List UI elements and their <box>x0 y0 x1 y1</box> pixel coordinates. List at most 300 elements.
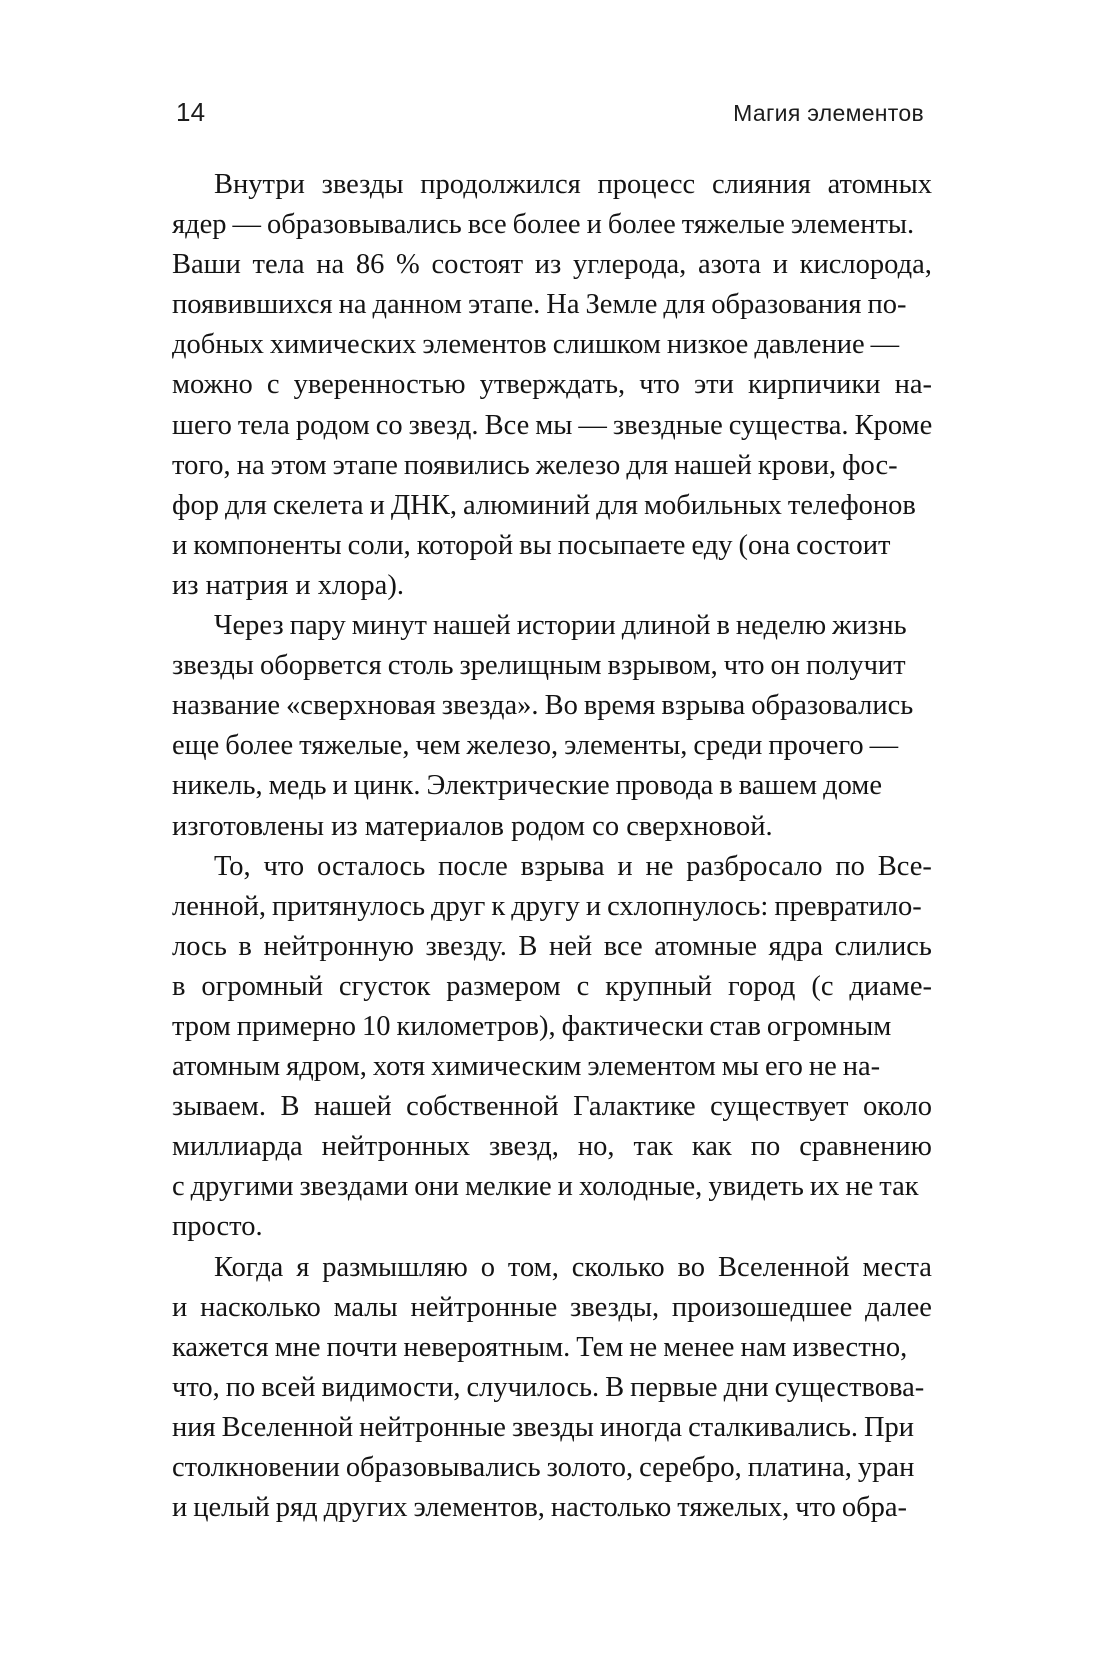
text-line <box>172 927 932 967</box>
word: других <box>323 1492 408 1524</box>
word: длиной <box>621 610 711 642</box>
word: уверенностью <box>293 369 466 401</box>
word: его <box>764 1051 803 1083</box>
word: 86 <box>355 249 385 281</box>
word: существа. <box>728 409 849 441</box>
word: состоит <box>796 529 891 561</box>
word: кажется <box>172 1331 269 1363</box>
word: родом <box>295 409 370 441</box>
word: хотя <box>372 1051 426 1083</box>
word: так <box>879 1171 919 1203</box>
word: лось <box>172 930 227 962</box>
word: — <box>869 730 899 762</box>
word: никель, <box>172 770 263 802</box>
word: Кроме <box>854 409 933 441</box>
word: атомные <box>654 930 757 962</box>
word: разбросало <box>686 850 823 882</box>
word: скелета <box>272 489 364 521</box>
word: притянулось <box>272 890 426 922</box>
word: алюминий <box>463 489 591 521</box>
word: в <box>719 770 733 802</box>
word: название <box>172 690 281 722</box>
word: ленной, <box>172 890 267 922</box>
word: звезду. <box>425 930 507 962</box>
word: он <box>770 650 800 682</box>
word: на <box>316 249 345 281</box>
word: утверждать, <box>479 369 626 401</box>
word: нашей <box>432 610 511 642</box>
word: зываем. <box>172 1091 266 1123</box>
word: нам <box>740 1331 787 1363</box>
word: другу <box>511 890 580 922</box>
word: и <box>172 529 188 561</box>
word: Все <box>484 409 530 441</box>
word: столь <box>387 650 454 682</box>
word: в <box>172 970 186 1002</box>
word: первые <box>630 1371 718 1403</box>
word: железо <box>535 449 621 481</box>
word: серебро, <box>639 1452 742 1483</box>
word: увидеть <box>708 1171 804 1203</box>
word: став <box>709 1010 761 1042</box>
word: которой <box>416 529 514 561</box>
running-head-title: Магия элементов <box>733 100 924 126</box>
word: неделю <box>735 610 827 642</box>
word: вашем <box>738 770 818 802</box>
word: почти <box>326 1331 398 1363</box>
word: медь <box>268 770 327 802</box>
word: Вселенной <box>221 1411 354 1443</box>
text-line <box>172 365 932 405</box>
word: платина, <box>747 1452 852 1483</box>
word: фактически <box>561 1010 704 1042</box>
word: всей <box>261 1371 316 1403</box>
word: элементов, <box>413 1492 545 1524</box>
word: шего <box>172 409 232 441</box>
word: мы <box>535 409 573 441</box>
text-line: изготовлены из материалов родом со сверхновой. <box>172 810 773 842</box>
text-line <box>172 165 932 205</box>
word: случилось. <box>466 1371 600 1403</box>
word: взрыва <box>520 850 605 882</box>
word: крупный <box>605 970 713 1002</box>
word: места <box>862 1251 932 1283</box>
word: В <box>518 930 538 962</box>
text-line <box>172 1047 932 1087</box>
word: со <box>375 409 403 441</box>
word: этапе. <box>467 289 541 321</box>
word: уран <box>857 1452 915 1483</box>
word: углерода, <box>572 249 687 281</box>
word: и <box>585 890 602 922</box>
word: целый <box>193 1492 270 1524</box>
text-line <box>172 726 932 766</box>
word: невероятным. <box>403 1331 571 1363</box>
word: насколько <box>200 1291 321 1323</box>
word: существова- <box>774 1371 925 1403</box>
word: слияния <box>711 169 811 200</box>
word: размером <box>446 970 561 1002</box>
word: с <box>172 1171 185 1203</box>
word: превратило- <box>774 890 922 922</box>
word: Ваши <box>172 249 241 281</box>
text-line <box>172 205 932 245</box>
word: ядер <box>172 209 227 241</box>
word: В <box>605 1371 625 1403</box>
word: Все- <box>877 850 932 882</box>
word: На <box>546 289 580 321</box>
word: Вселенной <box>717 1251 850 1283</box>
word: на <box>236 449 265 481</box>
word: в <box>238 930 252 962</box>
word: что, <box>172 1371 220 1403</box>
word: что <box>263 850 305 882</box>
word: для <box>596 489 638 521</box>
word: процесс <box>597 169 696 200</box>
word: их <box>809 1171 840 1203</box>
word: мелкие <box>465 1171 552 1203</box>
word: взрывом, <box>607 650 718 682</box>
word: по- <box>867 289 907 321</box>
word: нейтронные <box>410 1291 558 1323</box>
word: так <box>633 1131 673 1163</box>
word: тяжелых, <box>677 1492 790 1524</box>
word: более <box>607 209 676 241</box>
word: звездами <box>299 1171 409 1203</box>
word: дни <box>723 1371 769 1403</box>
word: ряд <box>275 1492 318 1524</box>
paragraph <box>172 1248 932 1529</box>
word: получит <box>805 650 906 682</box>
word: не <box>845 1171 874 1203</box>
word: добных <box>172 329 264 361</box>
word: холодные, <box>578 1171 703 1203</box>
word: далее <box>865 1291 932 1323</box>
text-line <box>172 1408 932 1448</box>
word: менее <box>663 1331 735 1363</box>
word: не <box>808 1051 837 1083</box>
word: В <box>280 1091 300 1123</box>
word: Электрические <box>426 770 610 802</box>
word: к <box>491 890 506 922</box>
word: существует <box>710 1091 849 1123</box>
word: по <box>750 1131 781 1163</box>
word: взрыва <box>661 690 746 722</box>
text-line <box>172 1248 932 1288</box>
word: элементов <box>422 329 547 361</box>
word: «сверхновая <box>286 690 436 722</box>
word: фор <box>172 489 219 521</box>
text-line <box>172 1368 932 1408</box>
word: но, <box>577 1131 615 1163</box>
word: нашей <box>674 449 752 481</box>
text-line <box>172 1448 932 1488</box>
word: тела <box>252 249 305 281</box>
word: тяжелые, <box>299 730 410 762</box>
word: химическим <box>431 1051 582 1083</box>
word: миллиарда <box>172 1131 303 1163</box>
text-line <box>172 686 932 726</box>
paragraph <box>172 606 932 847</box>
word: атомных <box>827 169 932 200</box>
word: можно <box>172 369 253 401</box>
word: для <box>224 489 267 521</box>
word: как <box>691 1131 732 1163</box>
word: размышляю <box>322 1251 468 1283</box>
word: фос- <box>842 449 898 481</box>
word: и <box>617 850 633 882</box>
word: азота <box>697 249 762 281</box>
word: не <box>629 1331 658 1363</box>
text-line: просто. <box>172 1211 263 1243</box>
word: Когда <box>214 1251 284 1283</box>
text-line <box>172 446 932 486</box>
text-line <box>172 285 932 325</box>
word: звезд. <box>408 409 479 441</box>
word: на- <box>842 1051 881 1083</box>
text-line <box>172 245 932 285</box>
word: для <box>663 289 706 321</box>
word: диаме- <box>849 970 932 1002</box>
running-head <box>176 97 924 133</box>
word: обра- <box>841 1492 908 1524</box>
word: тяжелые <box>681 209 785 241</box>
word: малы <box>333 1291 398 1323</box>
word: железо, <box>466 730 559 762</box>
word: ядра <box>768 930 824 962</box>
word: ния <box>172 1411 216 1443</box>
word: известно, <box>792 1331 908 1363</box>
body-text-block <box>172 165 932 1528</box>
word: звездные <box>612 409 723 441</box>
word: тром <box>172 1010 231 1042</box>
word: зрелищным <box>459 650 602 682</box>
word: время <box>583 690 656 722</box>
word: они <box>414 1171 460 1203</box>
word: пару <box>289 610 346 642</box>
word: образовались <box>751 690 914 722</box>
word: о <box>480 1251 495 1283</box>
word: телефонов <box>787 489 916 521</box>
word: километров), <box>396 1010 556 1042</box>
paragraph <box>172 847 932 1248</box>
word: истории <box>516 610 616 642</box>
word: и <box>369 489 385 521</box>
word: жизнь <box>832 610 907 642</box>
word: звезды <box>511 1411 594 1443</box>
word: звезда». <box>441 690 539 722</box>
word: примерно <box>236 1010 356 1042</box>
word: образовывались <box>267 209 462 241</box>
word: — <box>578 409 607 441</box>
word: еду <box>691 529 733 561</box>
word: схлопнулось: <box>607 890 769 922</box>
word: оборвется <box>259 650 382 682</box>
word: Галактике <box>573 1091 696 1123</box>
word: ядром, <box>286 1051 367 1083</box>
word: для <box>626 449 669 481</box>
word: мы <box>721 1051 759 1083</box>
word: кислорода, <box>799 249 932 281</box>
word: этом <box>270 449 327 481</box>
word: и <box>172 1492 188 1524</box>
word: слишком <box>552 329 661 361</box>
text-line <box>172 1007 932 1047</box>
word: эти <box>693 369 734 401</box>
word: звезды, <box>570 1291 660 1323</box>
word: Внутри <box>214 169 305 200</box>
word: и <box>557 1171 573 1203</box>
word: иногда <box>599 1411 683 1443</box>
word: нейтронные <box>359 1411 506 1443</box>
text-line <box>172 1488 932 1528</box>
word: соли, <box>347 529 411 561</box>
word: появились <box>403 449 530 481</box>
word: Земле <box>585 289 658 321</box>
word: данном <box>372 289 462 321</box>
word: столкновении <box>172 1452 340 1483</box>
word: сравнению <box>799 1131 932 1163</box>
word: произошедшее <box>671 1291 853 1323</box>
word: посыпаете <box>557 529 686 561</box>
word: (с <box>811 970 834 1002</box>
word: собственной <box>406 1091 559 1123</box>
word: настолько <box>550 1492 672 1524</box>
word: из <box>534 249 562 281</box>
word: город <box>727 970 796 1002</box>
text-line <box>172 325 932 365</box>
word: продолжился <box>420 169 581 200</box>
word: — <box>232 209 262 241</box>
word: все <box>467 209 507 241</box>
word: с <box>266 369 280 401</box>
word: тела <box>237 409 290 441</box>
word: на <box>338 289 367 321</box>
word: сгусток <box>338 970 431 1002</box>
word: прочего <box>768 730 864 762</box>
text-line <box>172 406 932 446</box>
text-line <box>172 1087 932 1127</box>
word: цинк. <box>353 770 421 802</box>
word: звезд, <box>489 1131 559 1163</box>
word: доме <box>823 770 882 802</box>
word: мне <box>274 1331 321 1363</box>
word: что <box>795 1492 836 1524</box>
word: Через <box>214 610 284 642</box>
word: То, <box>214 850 251 882</box>
text-line: из натрия и хлора). <box>172 569 404 601</box>
word: кирпичики <box>747 369 881 401</box>
word: элементы, <box>564 730 688 762</box>
word: по <box>225 1371 256 1403</box>
word: провода <box>615 770 714 802</box>
word: с <box>576 970 590 1002</box>
word: мобильных <box>643 489 782 521</box>
word: низкое <box>666 329 749 361</box>
word: элементы. <box>790 209 915 241</box>
word: не <box>645 850 674 882</box>
word: При <box>863 1411 915 1443</box>
word: того, <box>172 449 231 481</box>
word: звезды <box>172 650 254 682</box>
word: огромный <box>201 970 323 1002</box>
word: после <box>438 850 508 882</box>
word: атомным <box>172 1051 281 1083</box>
word: — <box>870 329 900 361</box>
word: (она <box>738 529 791 561</box>
word: том, <box>507 1251 559 1283</box>
word: чем <box>415 730 461 762</box>
word: что <box>639 369 680 401</box>
paragraph <box>172 165 932 606</box>
word: образовывались <box>345 1452 541 1483</box>
word: я <box>296 1251 310 1283</box>
word: среди <box>693 730 763 762</box>
text-line <box>172 606 932 646</box>
word: нейтронных <box>321 1131 471 1163</box>
word: и <box>332 770 348 802</box>
word: сталкивались. <box>688 1411 858 1443</box>
text-line <box>172 887 932 927</box>
word: более <box>225 730 294 762</box>
word: около <box>863 1091 932 1123</box>
word: элементом <box>587 1051 716 1083</box>
word: нашей <box>313 1091 392 1123</box>
text-line <box>172 1167 932 1207</box>
word: компоненты <box>193 529 342 561</box>
word: нейтронную <box>263 930 414 962</box>
text-line <box>172 646 932 686</box>
word: минут <box>351 610 427 642</box>
word: звезды <box>321 169 404 200</box>
page-number: 14 <box>176 97 206 127</box>
text-line <box>172 847 932 887</box>
word: осталось <box>317 850 426 882</box>
word: золото, <box>546 1452 634 1483</box>
word: образования <box>711 289 862 321</box>
word: видимости, <box>321 1371 461 1403</box>
word: сколько <box>571 1251 665 1283</box>
word: что <box>723 650 765 682</box>
word: Тем <box>576 1331 624 1363</box>
word: вы <box>519 529 552 561</box>
word: ДНК, <box>390 489 458 521</box>
text-line <box>172 486 932 526</box>
word: состоят <box>431 249 524 281</box>
word: и <box>172 1291 188 1323</box>
word: по <box>835 850 865 882</box>
word: еще <box>172 730 220 762</box>
text-line <box>172 1127 932 1167</box>
word: и <box>772 249 788 281</box>
text-line <box>172 1288 932 1328</box>
word: давление <box>754 329 865 361</box>
word: 10 <box>362 1010 391 1042</box>
word: Во <box>544 690 578 722</box>
text-line <box>172 526 932 566</box>
word: друг <box>431 890 486 922</box>
word: другими <box>190 1171 294 1203</box>
word: во <box>677 1251 706 1283</box>
text-line <box>172 967 932 1007</box>
text-line <box>172 766 932 806</box>
word: слились <box>834 930 932 962</box>
text-line <box>172 1328 932 1368</box>
word: в <box>716 610 730 642</box>
word: более <box>512 209 581 241</box>
word: % <box>396 249 420 281</box>
word: химических <box>269 329 417 361</box>
